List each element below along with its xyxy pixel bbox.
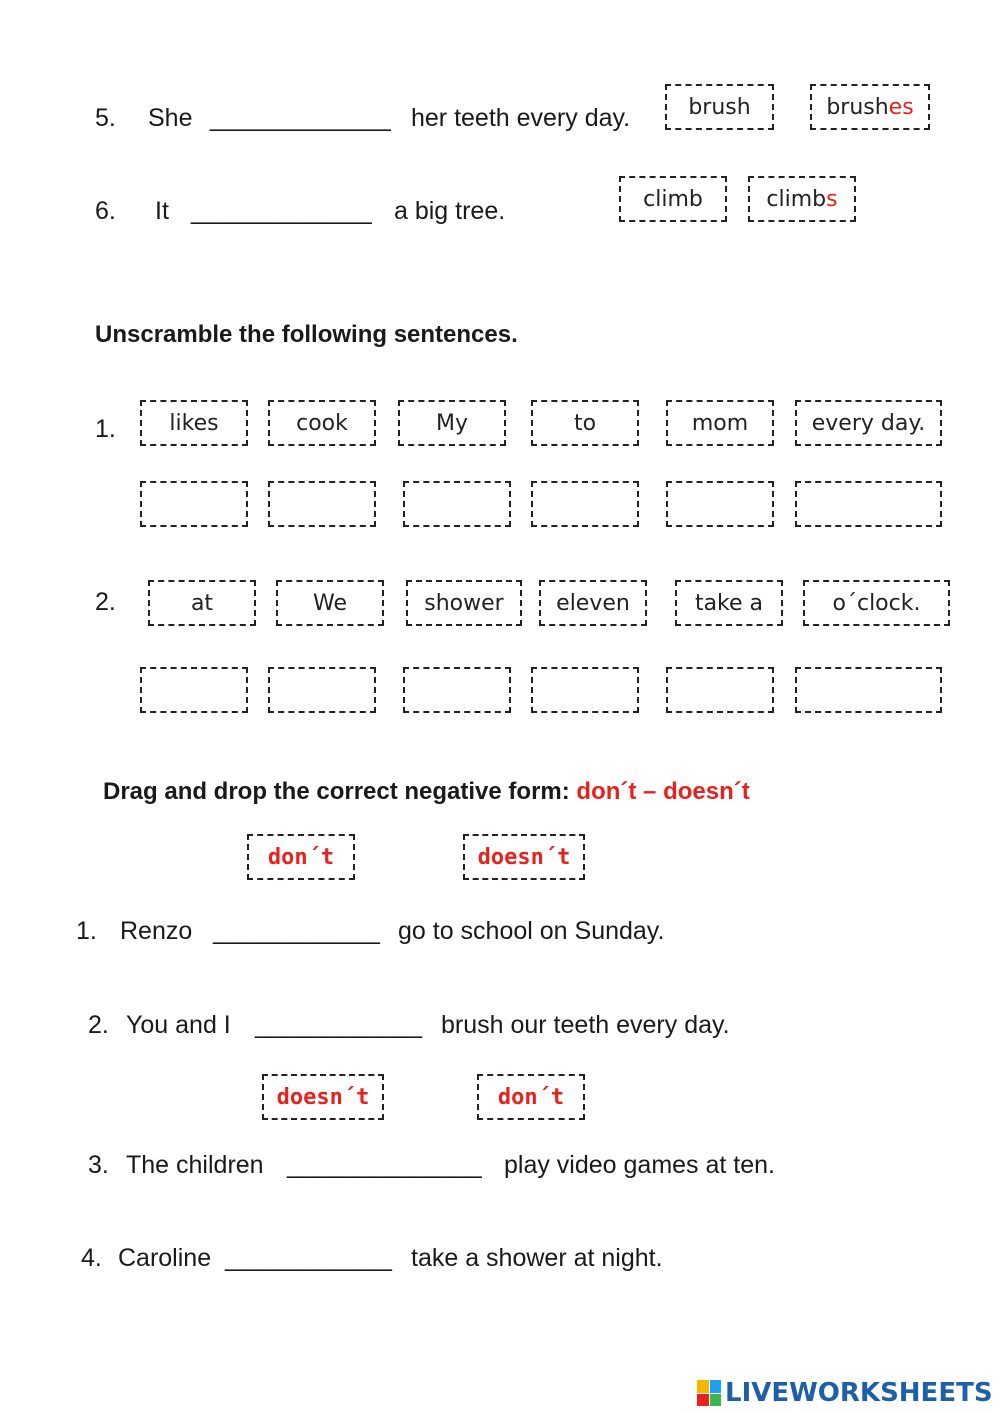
option-tile-label: doesn´t xyxy=(477,844,571,870)
neg-q4-number: 4. xyxy=(81,1244,102,1272)
neg-q2-rest: brush our teeth every day. xyxy=(441,1011,730,1039)
q5-number: 5. xyxy=(95,104,116,132)
option-tile-label: don´t xyxy=(497,1084,565,1110)
s2-number: 2. xyxy=(95,588,116,616)
s1-drop-slot[interactable] xyxy=(666,481,774,527)
s2-drop-slot[interactable] xyxy=(531,667,639,713)
s1-word-tile[interactable] xyxy=(268,400,376,446)
q6-option-climbs-base: climb xyxy=(766,186,827,212)
s1-word-label: mom xyxy=(691,410,749,436)
option-tile-label: don´t xyxy=(267,844,335,870)
s1-drop-slot[interactable] xyxy=(531,481,639,527)
s1-word-tile[interactable] xyxy=(666,400,774,446)
q5-option-brushes-suffix: es xyxy=(888,94,914,120)
s2-drop-slot[interactable] xyxy=(666,667,774,713)
s1-drop-slot[interactable] xyxy=(403,481,511,527)
q5-option-brush-label: brush xyxy=(688,94,751,120)
neg-q2-number: 2. xyxy=(88,1011,109,1039)
q6-rest: a big tree. xyxy=(394,197,506,225)
s1-word-label: cook xyxy=(296,410,348,436)
negative-heading-text: Drag and drop the correct negative form: xyxy=(103,778,570,805)
s1-drop-slot[interactable] xyxy=(140,481,248,527)
option-tile-doesnt[interactable] xyxy=(463,834,585,880)
s1-word-tile[interactable] xyxy=(398,400,506,446)
q5-blank[interactable]: _____________ xyxy=(210,104,391,132)
q5-option-brushes-base: brush xyxy=(826,94,889,120)
q6-blank[interactable]: _____________ xyxy=(191,197,372,225)
s1-word-tile[interactable] xyxy=(795,400,942,446)
q6-number: 6. xyxy=(95,197,116,225)
q6-option-climb-label: climb xyxy=(643,186,703,212)
s1-drop-slot[interactable] xyxy=(268,481,376,527)
s1-word-label: to xyxy=(573,410,597,436)
q5-rest: her teeth every day. xyxy=(411,104,631,132)
liveworksheets-logo-icon xyxy=(697,1380,721,1406)
s2-word-label: at xyxy=(190,590,214,616)
neg-q1-rest: go to school on Sunday. xyxy=(398,917,665,945)
neg-q1-subject: Renzo xyxy=(120,917,193,945)
s2-word-tile[interactable] xyxy=(539,580,647,626)
s1-drop-slot[interactable] xyxy=(795,481,942,527)
q5-subject: She xyxy=(148,104,193,132)
option-tile-dont[interactable] xyxy=(247,834,355,880)
neg-q4-rest: take a shower at night. xyxy=(411,1244,663,1272)
neg-q3-blank[interactable]: ______________ xyxy=(287,1151,482,1179)
s2-word-tile[interactable] xyxy=(406,580,522,626)
neg-q4-blank[interactable]: ____________ xyxy=(225,1244,392,1272)
s2-word-label: shower xyxy=(424,590,504,616)
q6-option-climbs[interactable] xyxy=(748,176,856,222)
option-tile-dont[interactable] xyxy=(477,1074,585,1120)
q6-subject: It xyxy=(155,197,169,225)
s1-number: 1. xyxy=(95,415,116,443)
neg-q1-number: 1. xyxy=(76,917,97,945)
unscramble-heading: Unscramble the following sentences. xyxy=(95,321,518,348)
s2-drop-slot[interactable] xyxy=(268,667,376,713)
q5-option-brushes[interactable] xyxy=(810,84,930,130)
neg-q3-rest: play video games at ten. xyxy=(504,1151,775,1179)
s1-word-label: My xyxy=(435,410,468,436)
neg-q3-number: 3. xyxy=(88,1151,109,1179)
neg-q1-blank[interactable]: ____________ xyxy=(213,917,380,945)
s1-word-label: every day. xyxy=(811,410,926,436)
option-tile-doesnt[interactable] xyxy=(262,1074,384,1120)
s2-word-label: We xyxy=(313,590,347,616)
q6-option-climbs-suffix: s xyxy=(826,186,838,212)
neg-q2-subject: You and I xyxy=(126,1011,231,1039)
neg-q3-subject: The children xyxy=(126,1151,264,1179)
s1-word-tile[interactable] xyxy=(531,400,639,446)
s2-drop-slot[interactable] xyxy=(795,667,942,713)
negative-heading-options: don´t – doesn´t xyxy=(576,778,750,805)
s2-word-label: o´clock. xyxy=(832,590,921,616)
q5-option-brush[interactable] xyxy=(665,84,774,130)
s2-word-tile[interactable] xyxy=(803,580,950,626)
liveworksheets-logo-text: LIVEWORKSHEETS xyxy=(725,1378,993,1408)
s2-word-tile[interactable] xyxy=(675,580,783,626)
neg-q4-subject: Caroline xyxy=(118,1244,212,1272)
negative-heading xyxy=(103,777,750,807)
option-tile-label: doesn´t xyxy=(276,1084,370,1110)
s2-word-label: eleven xyxy=(556,590,630,616)
liveworksheets-logo xyxy=(697,1377,993,1409)
q6-option-climb[interactable] xyxy=(619,176,727,222)
s2-drop-slot[interactable] xyxy=(403,667,511,713)
s2-word-tile[interactable] xyxy=(148,580,256,626)
neg-q2-blank[interactable]: ____________ xyxy=(255,1011,422,1039)
s1-word-label: likes xyxy=(169,410,219,436)
s2-word-tile[interactable] xyxy=(276,580,384,626)
s2-word-label: take a xyxy=(694,590,764,616)
s1-word-tile[interactable] xyxy=(140,400,248,446)
s2-drop-slot[interactable] xyxy=(140,667,248,713)
